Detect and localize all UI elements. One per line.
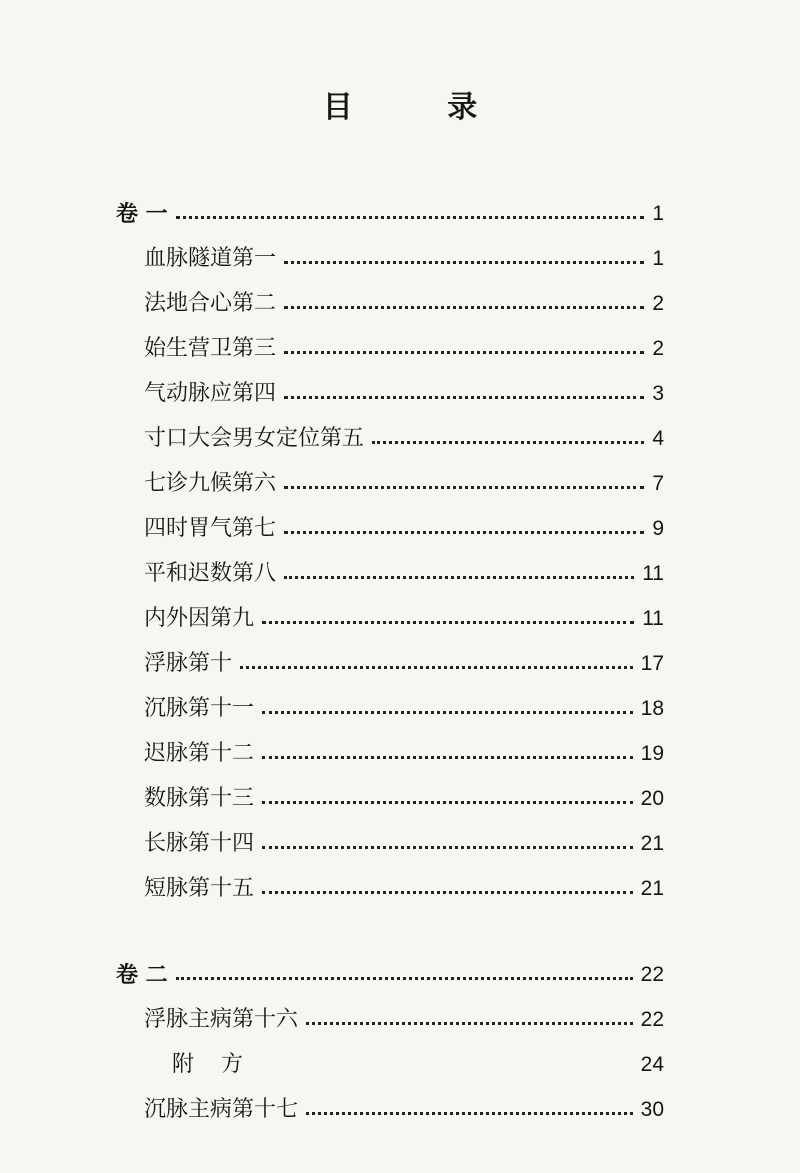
page-number: 22 <box>640 963 664 986</box>
entry-label: 法地合心第二 <box>144 291 277 316</box>
dot-leader <box>176 216 645 219</box>
dot-leader <box>262 846 633 849</box>
volume-label: 卷 一 <box>116 201 168 227</box>
toc-entry[interactable] <box>144 554 664 594</box>
toc-entry[interactable] <box>144 869 664 909</box>
dot-leader <box>284 486 644 489</box>
dot-leader <box>262 621 634 624</box>
entry-label: 迟脉第十二 <box>144 741 255 766</box>
toc-entry[interactable] <box>144 509 664 549</box>
dot-leader <box>262 756 633 759</box>
page-number: 7 <box>652 472 664 495</box>
toc-entry[interactable] <box>144 239 664 279</box>
entry-label: 数脉第十三 <box>144 786 255 811</box>
volume-label: 卷 二 <box>116 962 168 988</box>
entry-label: 气动脉应第四 <box>144 381 277 406</box>
page-number: 1 <box>652 247 664 270</box>
entry-label: 浮脉主病第十六 <box>144 1007 299 1032</box>
page-number: 3 <box>652 382 664 405</box>
dot-leader <box>261 1067 633 1070</box>
dot-leader <box>240 666 633 669</box>
page-number: 9 <box>652 517 664 540</box>
toc-entry[interactable] <box>144 329 664 369</box>
dot-leader <box>262 801 633 804</box>
toc-entry[interactable] <box>144 464 664 504</box>
dot-leader <box>284 576 634 579</box>
entry-label: 短脉第十五 <box>144 876 255 901</box>
entry-label: 长脉第十四 <box>144 831 255 856</box>
page-number: 21 <box>640 832 664 855</box>
page-number: 2 <box>652 337 664 360</box>
entry-label: 内外因第九 <box>144 606 255 631</box>
page-number: 4 <box>652 427 664 450</box>
volume-heading[interactable] <box>116 194 664 234</box>
dot-leader <box>284 261 644 264</box>
entry-label: 始生营卫第三 <box>144 336 277 361</box>
entry-label: 沉脉第十一 <box>144 696 255 721</box>
dot-leader <box>306 1022 633 1025</box>
entry-label: 血脉隧道第一 <box>144 246 277 271</box>
page-number: 22 <box>640 1008 664 1031</box>
page-number: 17 <box>640 652 664 675</box>
page-number: 2 <box>652 292 664 315</box>
dot-leader <box>284 396 644 399</box>
toc-entry[interactable] <box>144 824 664 864</box>
dot-leader <box>284 531 644 534</box>
page-number: 11 <box>642 562 664 585</box>
volume-heading[interactable] <box>116 955 664 995</box>
toc-entry[interactable] <box>172 1045 664 1085</box>
page-number: 21 <box>640 877 664 900</box>
toc-entry[interactable] <box>144 1000 664 1040</box>
dot-leader <box>262 711 633 714</box>
toc-entry[interactable] <box>144 644 664 684</box>
toc-entry[interactable] <box>144 734 664 774</box>
dot-leader <box>176 977 633 980</box>
entry-label: 附 方 <box>172 1052 253 1077</box>
entry-label: 平和迟数第八 <box>144 561 277 586</box>
page-number: 30 <box>640 1098 664 1121</box>
page-title: 目 录 <box>322 90 520 125</box>
toc-entry[interactable] <box>144 599 664 639</box>
dot-leader <box>284 351 644 354</box>
entry-label: 浮脉第十 <box>144 651 233 676</box>
entry-label: 沉脉主病第十七 <box>144 1097 299 1122</box>
toc-entry[interactable] <box>144 374 664 414</box>
dot-leader <box>372 441 644 444</box>
page-number: 20 <box>640 787 664 810</box>
entry-label: 寸口大会男女定位第五 <box>144 426 365 451</box>
toc-entry[interactable] <box>144 419 664 459</box>
dot-leader <box>262 891 633 894</box>
toc-entry[interactable] <box>144 1090 664 1130</box>
page-number: 24 <box>640 1053 664 1076</box>
toc-entry[interactable] <box>144 779 664 819</box>
page-number: 11 <box>642 607 664 630</box>
page-number: 1 <box>652 202 664 225</box>
page-number: 19 <box>640 742 664 765</box>
entry-label: 七诊九候第六 <box>144 471 277 496</box>
dot-leader <box>306 1112 633 1115</box>
dot-leader <box>284 306 644 309</box>
page-number: 18 <box>640 697 664 720</box>
toc-entry[interactable] <box>144 689 664 729</box>
toc-entry[interactable] <box>144 284 664 324</box>
entry-label: 四时胃气第七 <box>144 516 277 541</box>
